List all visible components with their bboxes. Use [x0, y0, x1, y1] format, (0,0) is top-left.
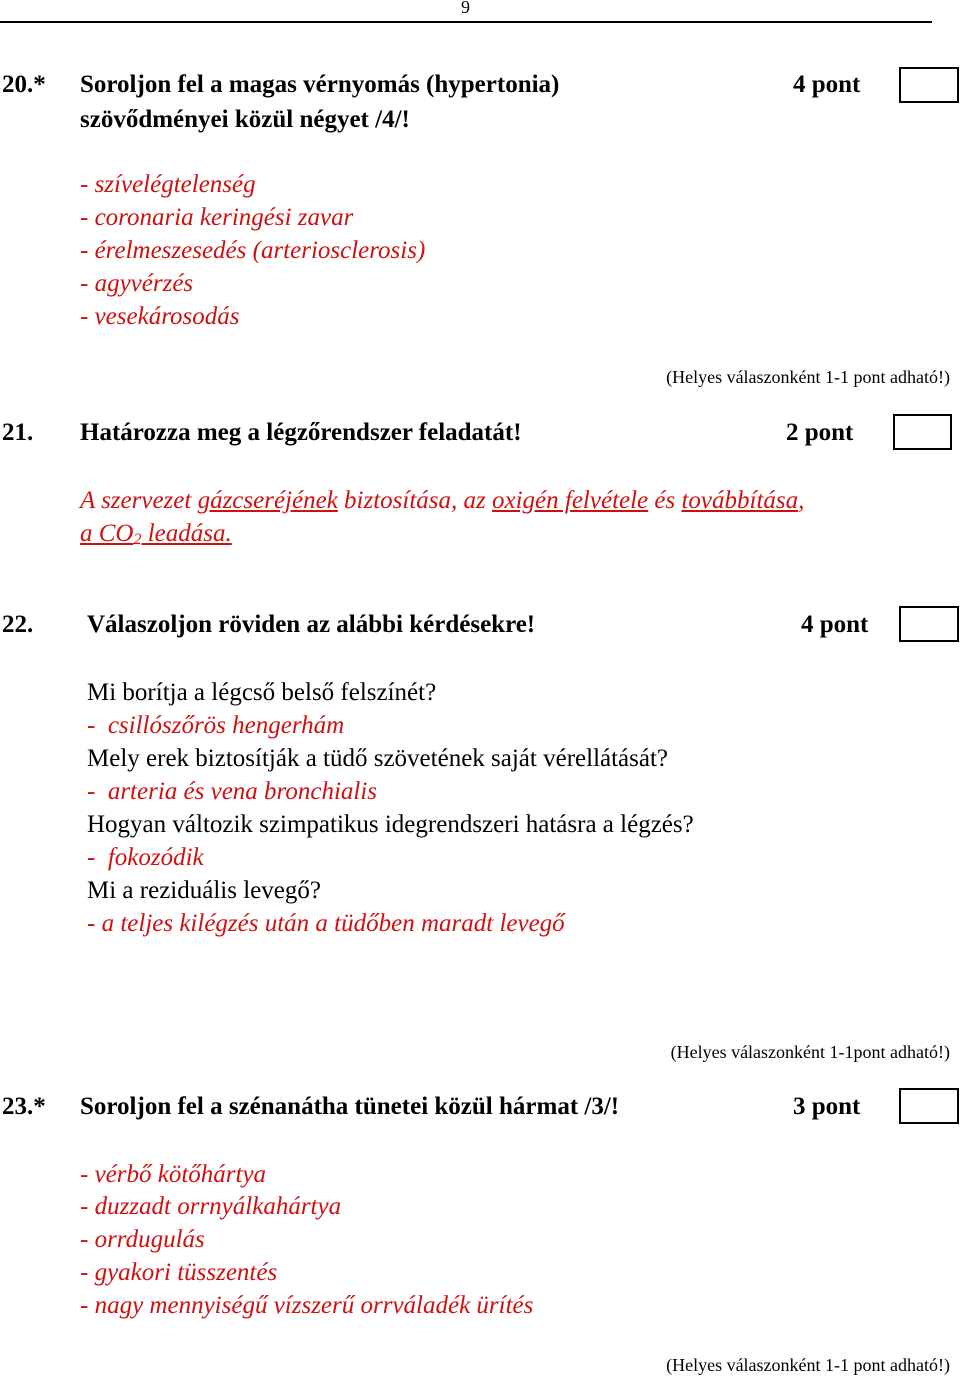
q22-points: 4 pont	[801, 611, 869, 638]
q23-answer-3: - orrdugulás	[80, 1226, 205, 1253]
header-rule	[0, 21, 932, 23]
q20-answer-2: - coronaria keringési zavar	[80, 204, 354, 231]
q22-subquestion-3: Hogyan változik szimpatikus idegrendszeri hatásra a légzés?	[87, 811, 694, 838]
q23-answer-2: - duzzadt orrnyálkahártya	[80, 1193, 342, 1220]
q23-text: Soroljon fel a szénanátha tünetei közül hármat /3/!	[80, 1093, 620, 1120]
q22-number: 22.	[2, 611, 34, 638]
q20-answer-1: - szívelégtelenség	[80, 171, 256, 198]
page-number: 9	[461, 0, 470, 17]
q22-score-box[interactable]	[899, 606, 959, 642]
q20-score-box[interactable]	[899, 67, 959, 103]
q20-text-line1: Soroljon fel a magas vérnyomás (hypertonia)	[80, 71, 560, 98]
q20-answer-4: - agyvérzés	[80, 270, 194, 297]
q21-answer-line2: a $CO_2$ leadása.	[80, 520, 232, 548]
q22-answer-1: - csillószőrös hengerhám	[87, 712, 345, 739]
q23-answer-4: - gyakori tüsszentés	[80, 1259, 278, 1286]
q21-answer-line1: A szervezet gázcseréjének biztosítása, az oxigén felvétele és továbbítása,	[80, 487, 805, 514]
q22-subquestion-1: Mi borítja a légcső belső felszínét?	[87, 679, 437, 706]
q21-score-box[interactable]	[893, 414, 952, 450]
q23-scoring-note: (Helyes válaszonként 1-1 pont adható!)	[666, 1355, 950, 1375]
q20-answer-5: - vesekárosodás	[80, 303, 240, 330]
q20-answer-3: - érelmeszesedés (arteriosclerosis)	[80, 237, 426, 264]
q20-points: 4 pont	[793, 71, 861, 98]
q22-scoring-note: (Helyes válaszonként 1-1pont adható!)	[670, 1042, 950, 1062]
q23-number: 23.*	[2, 1093, 46, 1120]
q23-points: 3 pont	[793, 1093, 861, 1120]
q20-text-line2: szövődményei közül négyet /4/!	[80, 106, 410, 133]
q22-text: Válaszoljon röviden az alábbi kérdésekre!	[87, 611, 536, 638]
q22-subquestion-4: Mi a reziduális levegő?	[87, 877, 321, 904]
q23-answer-1: - vérbő kötőhártya	[80, 1161, 267, 1188]
q22-answer-4: - a teljes kilégzés után a tüdőben maradt levegő	[87, 910, 565, 937]
q22-answer-2: - arteria és vena bronchialis	[87, 778, 378, 805]
q22-answer-3: - fokozódik	[87, 844, 204, 871]
q23-answer-5: - nagy mennyiségű vízszerű orrváladék ürítés	[80, 1292, 534, 1319]
q20-number: 20.*	[2, 71, 46, 98]
q20-scoring-note: (Helyes válaszonként 1-1 pont adható!)	[666, 367, 950, 387]
q23-score-box[interactable]	[899, 1088, 959, 1124]
q22-subquestion-2: Mely erek biztosítják a tüdő szövetének saját vérellátását?	[87, 745, 669, 772]
q21-points: 2 pont	[786, 419, 854, 446]
q21-text: Határozza meg a légzőrendszer feladatát!	[80, 419, 522, 446]
q21-number: 21.	[2, 419, 34, 446]
